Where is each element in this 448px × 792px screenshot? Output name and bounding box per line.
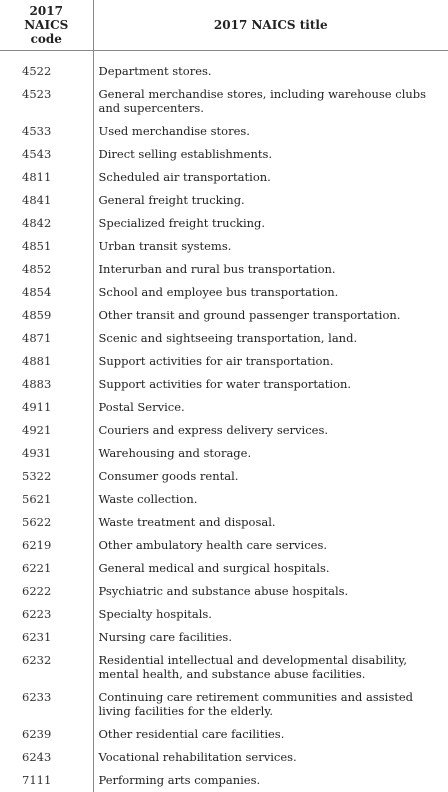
naics-title-cell: Psychiatric and substance abuse hospitals. [98, 584, 349, 598]
naics-code-cell: 4543 [0, 143, 93, 166]
naics-title-cell: Urban transit systems. [98, 239, 232, 253]
table-row [0, 83, 448, 120]
table-row [0, 723, 448, 746]
header-row [0, 0, 448, 51]
naics-code-cell: 6233 [0, 686, 93, 723]
table-row [0, 626, 448, 649]
table-row [0, 120, 448, 143]
naics-code-cell: 7111 [0, 769, 93, 792]
table-row [0, 746, 448, 769]
naics-title-cell: General merchandise stores, including warehouse clubs and supercenters. [98, 87, 427, 115]
naics-title-cell: Nursing care facilities. [98, 630, 232, 644]
naics-title-cell: Specialty hospitals. [98, 607, 212, 621]
naics-code-cell: 4533 [0, 120, 93, 143]
naics-title-cell: Residential intellectual and developmental disability, mental health, and substance abuse facilities. [98, 653, 408, 681]
naics-code-cell: 4842 [0, 212, 93, 235]
table-header [0, 0, 448, 51]
naics-title-cell: Direct selling establishments. [98, 147, 273, 161]
naics-code-cell: 6231 [0, 626, 93, 649]
naics-title-cell: Used merchandise stores. [98, 124, 250, 138]
naics-title-cell: Postal Service. [98, 400, 185, 414]
naics-code-cell: 6232 [0, 649, 93, 686]
naics-code-cell: 4854 [0, 281, 93, 304]
code-column-header [0, 0, 93, 51]
table-row [0, 580, 448, 603]
naics-code-cell: 4852 [0, 258, 93, 281]
naics-code-cell: 4523 [0, 83, 93, 120]
naics-title-cell: General medical and surgical hospitals. [98, 561, 330, 575]
naics-code-cell: 4911 [0, 396, 93, 419]
naics-code-cell: 4522 [0, 51, 93, 83]
table-row [0, 488, 448, 511]
table-row [0, 603, 448, 626]
naics-code-cell: 4841 [0, 189, 93, 212]
table-row [0, 419, 448, 442]
title-column-header: 2017 NAICS title [93, 0, 448, 51]
naics-code-cell: 6223 [0, 603, 93, 626]
naics-code-cell: 4883 [0, 373, 93, 396]
naics-code-cell: 4851 [0, 235, 93, 258]
naics-title-cell: Warehousing and storage. [98, 446, 252, 460]
table-row [0, 350, 448, 373]
naics-title-cell: Other residential care facilities. [98, 727, 285, 741]
table-row [0, 189, 448, 212]
naics-title-cell: Consumer goods rental. [98, 469, 239, 483]
naics-code-cell: 6221 [0, 557, 93, 580]
table-row [0, 304, 448, 327]
naics-title-cell: Support activities for water transportation. [98, 377, 352, 391]
code-header-line: NAICS [24, 18, 69, 32]
table-row [0, 465, 448, 488]
naics-code-cell: 6243 [0, 746, 93, 769]
table-row [0, 396, 448, 419]
table-row [0, 686, 448, 723]
table-row [0, 511, 448, 534]
naics-code-cell: 5622 [0, 511, 93, 534]
naics-code-cell: 6222 [0, 580, 93, 603]
naics-title-cell: School and employee bus transportation. [98, 285, 339, 299]
naics-code-cell: 4881 [0, 350, 93, 373]
table-row [0, 327, 448, 350]
naics-code-cell: 4921 [0, 419, 93, 442]
code-header-line: code [30, 32, 62, 46]
code-header-line: 2017 [29, 4, 63, 18]
table-row [0, 281, 448, 304]
naics-title-cell: Support activities for air transportation. [98, 354, 334, 368]
naics-title-cell: Continuing care retirement communities and assisted living facilities for the elderly. [98, 690, 414, 718]
naics-title-cell: Interurban and rural bus transportation. [98, 262, 336, 276]
table-body [0, 51, 448, 792]
naics-title-cell: Specialized freight trucking. [98, 216, 266, 230]
table-row [0, 258, 448, 281]
naics-title-cell: Waste treatment and disposal. [98, 515, 276, 529]
table-row [0, 212, 448, 235]
table-row [0, 769, 448, 792]
naics-title-cell: Scenic and sightseeing transportation, land. [98, 331, 358, 345]
naics-title-cell: Vocational rehabilitation services. [98, 750, 297, 764]
naics-title-cell: Couriers and express delivery services. [98, 423, 329, 437]
naics-code-cell: 4931 [0, 442, 93, 465]
table-row [0, 649, 448, 686]
naics-title-cell: General freight trucking. [98, 193, 245, 207]
naics-title-cell: Waste collection. [98, 492, 198, 506]
naics-code-cell: 5322 [0, 465, 93, 488]
naics-code-cell: 6219 [0, 534, 93, 557]
table-row [0, 143, 448, 166]
table-row [0, 51, 448, 83]
naics-code-cell: 4871 [0, 327, 93, 350]
naics-title-cell: Other ambulatory health care services. [98, 538, 328, 552]
table-row [0, 373, 448, 396]
table-row [0, 442, 448, 465]
table-row [0, 235, 448, 258]
naics-code-cell: 5621 [0, 488, 93, 511]
naics-title-cell: Performing arts companies. [98, 773, 261, 787]
table-row [0, 557, 448, 580]
naics-title-cell: Department stores. [98, 64, 212, 78]
naics-title-cell: Other transit and ground passenger transportation. [98, 308, 401, 322]
naics-code-cell: 6239 [0, 723, 93, 746]
table-row [0, 534, 448, 557]
naics-code-cell: 4859 [0, 304, 93, 327]
naics-code-cell: 4811 [0, 166, 93, 189]
table-row [0, 166, 448, 189]
naics-title-cell: Scheduled air transportation. [98, 170, 271, 184]
